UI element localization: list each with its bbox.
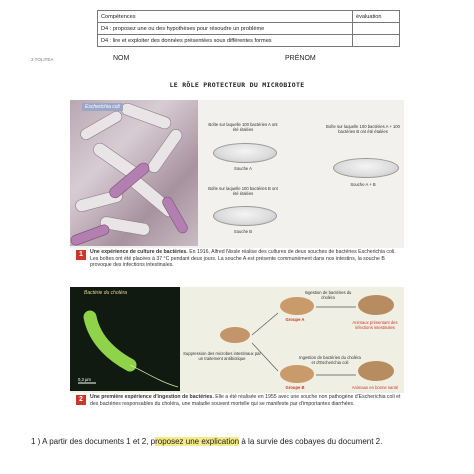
evaluation-cell xyxy=(353,35,400,47)
dish-b-label: Boîte sur laquelle 100 bactéries B ont été étalées xyxy=(208,186,278,196)
question-prefix: 1 ) A partir des documents 1 et 2, p xyxy=(31,437,156,446)
cholera-label: Bactérie du choléra xyxy=(84,290,128,296)
dish-a-caption: Souche A xyxy=(234,166,252,171)
competence-row: D4 : proposez une ou des hypothèses pour résoudre un problème xyxy=(98,23,353,35)
prenom-label: PRÉNOM xyxy=(285,55,316,62)
competences-header: Compétences xyxy=(98,11,353,23)
question-highlight: roposez une explication xyxy=(155,437,240,446)
schema-arrows xyxy=(180,287,404,391)
question-1 xyxy=(31,437,451,446)
arrow-to-group-b xyxy=(252,343,278,371)
dish-ab-label: Boîte sur laquelle 100 bactéries A + 100 bactéries B ont été étalées xyxy=(326,124,400,134)
document-2-caption xyxy=(90,394,402,407)
document-1-caption-text: En 1916, Alfred Nissle réalise des cultures de deux souches de bactéries Escherichia coli. Les boîtes ont été placées à 37 °C pendant deux jours. La souche A est présente communément dans nos intestins, la souche B provoque des infections intestinales. xyxy=(90,249,396,269)
nom-label: NOM xyxy=(113,55,130,62)
antibiotic-step-label: Suppression des microbes intestinaux par un traitement antibiotique xyxy=(183,351,261,361)
result-a-label: Animaux présentant des infections intestinales xyxy=(352,320,398,330)
ingestion-cholera-label: Ingestion de bactéries du choléra xyxy=(304,290,352,300)
dish-a-label: Boîte sur laquelle 100 bactéries A ont été étalées xyxy=(208,122,278,132)
evaluation-header: évaluation xyxy=(353,11,400,23)
cholera-photo xyxy=(70,287,180,391)
petri-dish-b xyxy=(213,206,277,226)
document-2-number: 2 xyxy=(76,395,86,405)
document-2 xyxy=(70,287,404,428)
document-1-caption-title: Une expérience de culture de bactéries. xyxy=(90,249,188,255)
question-suffix: à la survie des cobayes du document 2. xyxy=(239,437,383,446)
group-a-label: Groupe A xyxy=(285,317,305,322)
e-coli-illustration xyxy=(70,100,198,246)
document-1-caption xyxy=(90,249,402,269)
petri-dish-ab xyxy=(333,158,399,178)
arrow-to-group-a xyxy=(252,313,278,335)
document-1 xyxy=(70,100,404,280)
group-b-label: Groupe B xyxy=(285,385,305,390)
petri-dish-a xyxy=(213,143,277,163)
competence-row: D4 : lire et exploiter des données présentées sous différentes formes xyxy=(98,35,353,47)
document-2-caption-text: Elle a été réalisée en 1955 avec une souche non pathogène d'Escherichia coli et des bactéries responsables du choléra, une maladie souvent mortelle qui se manifeste par d'importantes diarrhées. xyxy=(90,394,401,407)
scale-label: 0,3 µm xyxy=(78,377,91,382)
ingestion-mix-label: Ingestion de bactéries du choléra et d'Escherichia coli xyxy=(299,355,361,365)
e-coli-photo xyxy=(70,100,198,246)
document-2-caption-title: Une première expérience d'ingestion de bactéries. xyxy=(90,394,214,400)
document-title: LE RÔLE PROTECTEUR DU MICROBIOTE xyxy=(169,81,305,89)
document-1-number: 1 xyxy=(76,250,86,260)
dish-ab-caption: Souche A + B xyxy=(350,182,376,187)
dish-b-caption: Souche B xyxy=(233,229,253,234)
competences-table xyxy=(97,10,400,47)
result-b-label: Animaux en bonne santé xyxy=(351,385,399,390)
evaluation-cell xyxy=(353,23,400,35)
e-coli-label: Escherichia coli xyxy=(82,103,123,111)
class-label: 3 TOLITEA xyxy=(31,57,54,62)
cholera-illustration xyxy=(70,287,180,391)
